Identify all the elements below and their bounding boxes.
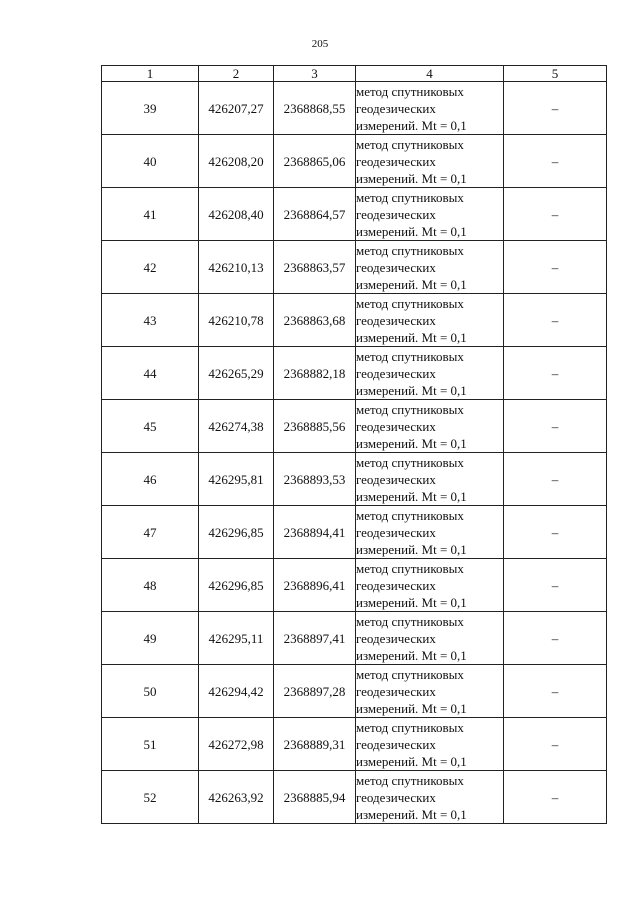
point-number: 49	[102, 612, 199, 665]
method-line: геодезических	[356, 577, 436, 593]
coordinates-table	[101, 65, 607, 824]
method-cell	[356, 453, 504, 506]
coordinate-y: 2368863,68	[274, 294, 356, 347]
table-row	[102, 347, 607, 400]
point-number: 45	[102, 400, 199, 453]
method-line: геодезических	[356, 683, 436, 699]
table-row	[102, 665, 607, 718]
point-number: 52	[102, 771, 199, 824]
method-line: геодезических	[356, 365, 436, 381]
method-line: геодезических	[356, 153, 436, 169]
table-row	[102, 559, 607, 612]
point-number: 39	[102, 82, 199, 135]
coordinate-x: 426208,20	[199, 135, 274, 188]
point-number: 50	[102, 665, 199, 718]
point-number: 42	[102, 241, 199, 294]
point-number: 41	[102, 188, 199, 241]
coordinate-y: 2368897,41	[274, 612, 356, 665]
method-cell	[356, 718, 504, 771]
table-row	[102, 82, 607, 135]
column-header-1: 1	[102, 66, 199, 82]
column-header-4: 4	[356, 66, 504, 82]
page-number: 205	[311, 38, 329, 50]
note-cell: –	[504, 559, 607, 612]
note-cell: –	[504, 612, 607, 665]
method-line: измерений. Mt = 0,1	[356, 806, 467, 822]
method-line: метод спутниковых	[356, 719, 464, 735]
column-header-3: 3	[274, 66, 356, 82]
column-header-5: 5	[504, 66, 607, 82]
method-line: измерений. Mt = 0,1	[356, 594, 467, 610]
method-cell	[356, 400, 504, 453]
coordinate-x: 426263,92	[199, 771, 274, 824]
method-line: измерений. Mt = 0,1	[356, 541, 467, 557]
method-line: геодезических	[356, 630, 436, 646]
method-line: метод спутниковых	[356, 613, 464, 629]
method-cell	[356, 559, 504, 612]
point-number: 40	[102, 135, 199, 188]
method-line: измерений. Mt = 0,1	[356, 223, 467, 239]
method-cell	[356, 188, 504, 241]
coordinate-x: 426296,85	[199, 506, 274, 559]
method-line: измерений. Mt = 0,1	[356, 488, 467, 504]
method-cell	[356, 771, 504, 824]
coordinate-x: 426294,42	[199, 665, 274, 718]
method-line: измерений. Mt = 0,1	[356, 700, 467, 716]
method-cell	[356, 347, 504, 400]
coordinate-x: 426265,29	[199, 347, 274, 400]
note-cell: –	[504, 294, 607, 347]
coordinate-y: 2368897,28	[274, 665, 356, 718]
method-line: измерений. Mt = 0,1	[356, 329, 467, 345]
coordinate-x: 426295,81	[199, 453, 274, 506]
point-number: 46	[102, 453, 199, 506]
table-row	[102, 506, 607, 559]
method-line: геодезических	[356, 524, 436, 540]
note-cell: –	[504, 188, 607, 241]
table-row	[102, 135, 607, 188]
method-line: метод спутниковых	[356, 295, 464, 311]
method-cell	[356, 241, 504, 294]
coordinate-y: 2368865,06	[274, 135, 356, 188]
coordinate-y: 2368893,53	[274, 453, 356, 506]
method-line: метод спутниковых	[356, 189, 464, 205]
coordinate-x: 426272,98	[199, 718, 274, 771]
note-cell: –	[504, 400, 607, 453]
method-line: метод спутниковых	[356, 560, 464, 576]
coordinate-y: 2368882,18	[274, 347, 356, 400]
coordinate-y: 2368864,57	[274, 188, 356, 241]
coordinate-x: 426210,13	[199, 241, 274, 294]
table-row	[102, 453, 607, 506]
point-number: 47	[102, 506, 199, 559]
coordinate-y: 2368863,57	[274, 241, 356, 294]
method-line: геодезических	[356, 418, 436, 434]
method-line: измерений. Mt = 0,1	[356, 647, 467, 663]
method-line: геодезических	[356, 789, 436, 805]
note-cell: –	[504, 718, 607, 771]
note-cell: –	[504, 665, 607, 718]
coordinate-x: 426274,38	[199, 400, 274, 453]
method-line: измерений. Mt = 0,1	[356, 276, 467, 292]
method-line: метод спутниковых	[356, 666, 464, 682]
coordinate-y: 2368894,41	[274, 506, 356, 559]
note-cell: –	[504, 82, 607, 135]
column-header-2: 2	[199, 66, 274, 82]
coordinate-y: 2368885,56	[274, 400, 356, 453]
coordinate-y: 2368889,31	[274, 718, 356, 771]
method-cell	[356, 135, 504, 188]
coordinate-y: 2368868,55	[274, 82, 356, 135]
method-line: метод спутниковых	[356, 136, 464, 152]
note-cell: –	[504, 771, 607, 824]
method-line: измерений. Mt = 0,1	[356, 382, 467, 398]
method-line: геодезических	[356, 100, 436, 116]
table-row	[102, 718, 607, 771]
coordinate-x: 426296,85	[199, 559, 274, 612]
method-line: измерений. Mt = 0,1	[356, 435, 467, 451]
note-cell: –	[504, 241, 607, 294]
point-number: 51	[102, 718, 199, 771]
method-line: измерений. Mt = 0,1	[356, 170, 467, 186]
table-row	[102, 400, 607, 453]
coordinate-x: 426295,11	[199, 612, 274, 665]
method-cell	[356, 294, 504, 347]
point-number: 43	[102, 294, 199, 347]
method-line: измерений. Mt = 0,1	[356, 753, 467, 769]
table-body	[102, 82, 607, 824]
method-line: геодезических	[356, 259, 436, 275]
table-row	[102, 241, 607, 294]
point-number: 48	[102, 559, 199, 612]
method-line: метод спутниковых	[356, 83, 464, 99]
note-cell: –	[504, 347, 607, 400]
table-row	[102, 188, 607, 241]
method-line: геодезических	[356, 206, 436, 222]
method-cell	[356, 665, 504, 718]
method-line: метод спутниковых	[356, 401, 464, 417]
method-line: геодезических	[356, 736, 436, 752]
method-line: метод спутниковых	[356, 772, 464, 788]
table-row	[102, 612, 607, 665]
method-line: метод спутниковых	[356, 454, 464, 470]
table-row	[102, 771, 607, 824]
table-row	[102, 294, 607, 347]
point-number: 44	[102, 347, 199, 400]
note-cell: –	[504, 453, 607, 506]
note-cell: –	[504, 506, 607, 559]
method-cell	[356, 506, 504, 559]
coordinate-y: 2368885,94	[274, 771, 356, 824]
method-cell	[356, 612, 504, 665]
method-line: метод спутниковых	[356, 507, 464, 523]
method-line: геодезических	[356, 471, 436, 487]
header-row	[102, 66, 607, 82]
coordinate-y: 2368896,41	[274, 559, 356, 612]
coordinate-x: 426208,40	[199, 188, 274, 241]
coordinate-x: 426207,27	[199, 82, 274, 135]
coordinate-x: 426210,78	[199, 294, 274, 347]
note-cell: –	[504, 135, 607, 188]
method-cell	[356, 82, 504, 135]
method-line: измерений. Mt = 0,1	[356, 117, 467, 133]
method-line: метод спутниковых	[356, 348, 464, 364]
method-line: метод спутниковых	[356, 242, 464, 258]
method-line: геодезических	[356, 312, 436, 328]
